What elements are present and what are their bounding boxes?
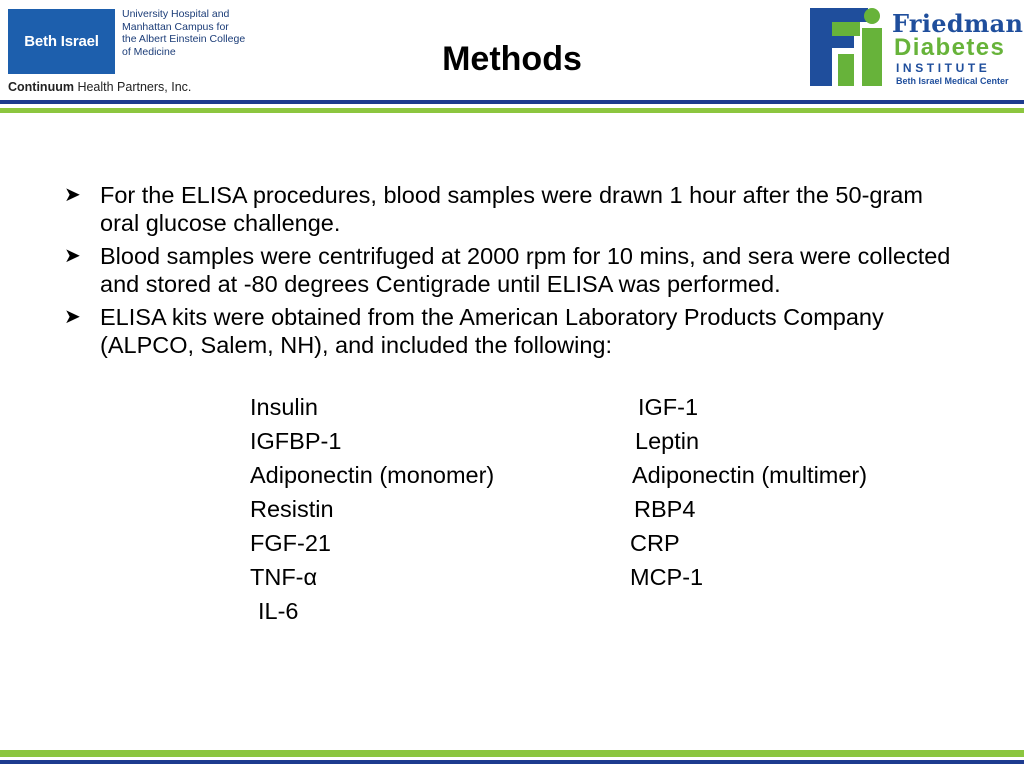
bullet-item (60, 243, 960, 298)
header-divider-green (0, 108, 1024, 113)
beth-israel-description-line: University Hospital and (122, 8, 230, 20)
bullet-arrow-icon: ➤ (64, 184, 81, 206)
continuum-rest: Health Partners, Inc. (73, 80, 192, 94)
footer-divider-green (0, 750, 1024, 757)
beth-israel-description-line: of Medicine (122, 45, 176, 58)
friedman-diabetes-logo (808, 6, 1024, 90)
kit-item-left: Insulin (250, 394, 318, 420)
beth-israel-description-line: the Albert Einstein College (122, 33, 246, 46)
kit-item-right: RBP4 (634, 496, 696, 522)
kit-item-right: IGF-1 (638, 394, 699, 420)
kit-item-right: Leptin (635, 428, 700, 454)
bullet-item (60, 182, 960, 237)
kit-item-left: Resistin (250, 496, 334, 522)
bullet-list (60, 182, 960, 365)
friedman-logo-mark-icon (808, 6, 886, 88)
kit-item-left: TNF-α (250, 564, 318, 590)
bullet-arrow-icon: ➤ (64, 306, 81, 328)
friedman-logo-line4: Beth Israel Medical Center (896, 76, 1009, 86)
slide-title-text: Methods (442, 40, 582, 78)
friedman-logo-line2: Diabetes (894, 34, 1006, 61)
bullet-item (60, 304, 960, 359)
bullet-arrow-icon: ➤ (64, 245, 81, 267)
kit-item-right: CRP (630, 530, 680, 556)
beth-israel-logo-text: Beth Israel (24, 33, 99, 50)
kit-item-right: MCP-1 (630, 564, 704, 590)
continuum-bold: Continuum (8, 80, 74, 94)
bullet-text: ELISA kits were obtained from the American Laboratory Products Company (ALPCO, Salem, NH), and included the following: (100, 304, 884, 358)
beth-israel-description-line: Manhattan Campus for (122, 20, 229, 33)
kit-item-left: IGFBP-1 (250, 428, 342, 454)
kit-item-left: IL-6 (258, 598, 299, 624)
friedman-logo-line3: INSTITUTE (896, 61, 991, 75)
kit-item-left: Adiponectin (monomer) (250, 462, 495, 488)
kit-item-left: FGF-21 (250, 530, 331, 556)
friedman-logo-line1: Friedman (892, 9, 1024, 38)
kit-item-right: Adiponectin (multimer) (632, 462, 868, 488)
header-divider-blue (0, 100, 1024, 104)
bullet-text: For the ELISA procedures, blood samples were drawn 1 hour after the 50-gram oral glucose challenge. (100, 182, 923, 236)
bullet-text: Blood samples were centrifuged at 2000 rpm for 10 mins, and sera were collected and stored at -80 degrees Centigrade until ELISA was performed. (100, 243, 951, 297)
footer-divider-blue (0, 760, 1024, 764)
continuum-text (8, 80, 191, 94)
